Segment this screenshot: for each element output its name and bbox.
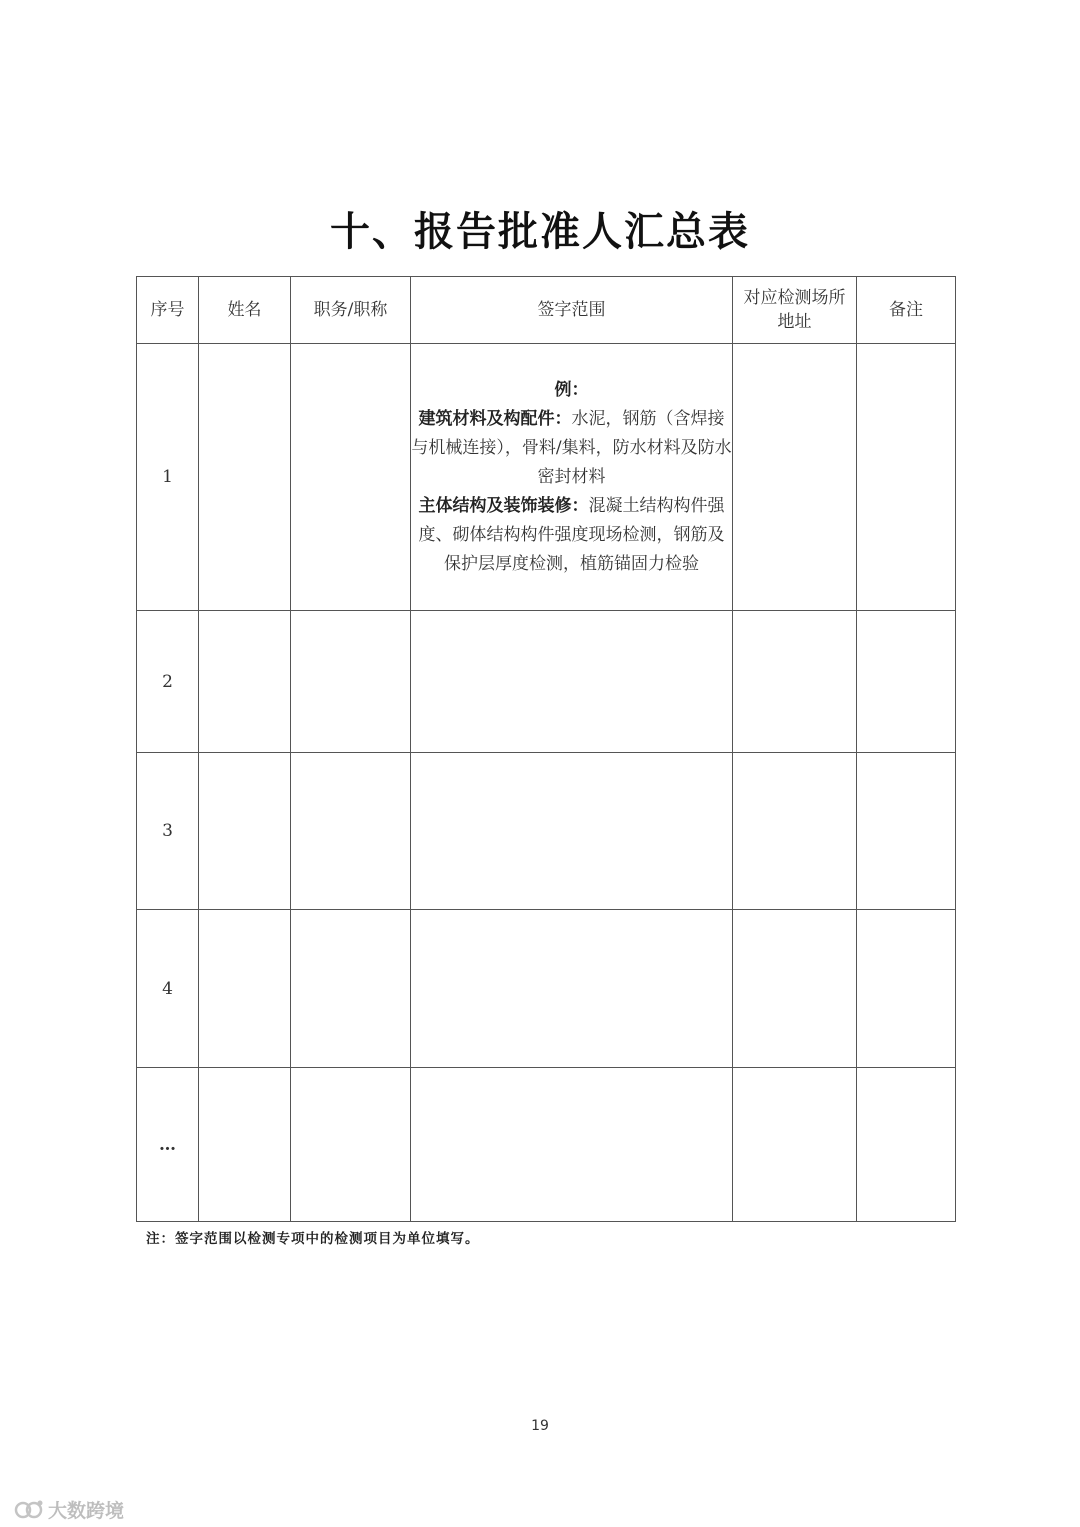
row-serial-no: 4 [137, 910, 199, 1068]
site-address-cell [733, 753, 857, 910]
footnote: 注：签字范围以检测专项中的检测项目为单位填写。 [146, 1231, 480, 1247]
building-materials-label: 建筑材料及构配件： [418, 408, 572, 429]
row-serial-no: 1 [137, 344, 199, 611]
row-serial-no: 3 [137, 753, 199, 910]
table-row [137, 1068, 956, 1222]
scope-cell [411, 344, 733, 611]
row-serial-no: … [137, 1068, 199, 1222]
table-row [137, 611, 956, 753]
position-cell [291, 1068, 411, 1222]
page-number: 19 [531, 1418, 549, 1434]
header-serial-no: 序号 [137, 277, 199, 344]
site-address-cell [733, 344, 857, 611]
name-cell [199, 753, 291, 910]
position-cell [291, 910, 411, 1068]
position-cell [291, 753, 411, 910]
header-signing-scope: 签字范围 [411, 277, 733, 344]
site-address-cell [733, 1068, 857, 1222]
example-label: 例： [554, 379, 589, 400]
remarks-cell [857, 344, 956, 611]
building-materials-items: 水泥，钢筋（含焊接与机械连接），骨料/集料，防水材料及防水密封材料 [411, 408, 732, 487]
name-cell [199, 611, 291, 753]
site-address-cell [733, 910, 857, 1068]
header-testing-site-address: 对应检测场所地址 [733, 277, 857, 344]
name-cell [199, 1068, 291, 1222]
row-serial-no: 2 [137, 611, 199, 753]
table-row [137, 753, 956, 910]
position-cell [291, 611, 411, 753]
scope-cell [411, 611, 733, 753]
remarks-cell [857, 1068, 956, 1222]
table-row [137, 910, 956, 1068]
remarks-cell [857, 611, 956, 753]
scope-example [411, 376, 732, 579]
header-name: 姓名 [199, 277, 291, 344]
remarks-cell [857, 910, 956, 1068]
scope-cell [411, 910, 733, 1068]
position-cell [291, 344, 411, 611]
approver-summary-table [136, 276, 956, 1222]
site-address-cell [733, 611, 857, 753]
page-title: 十、报告批准人汇总表 [330, 208, 750, 255]
header-remarks: 备注 [857, 277, 956, 344]
watermark-logo-icon [14, 1499, 44, 1521]
watermark-text: 大数跨境 [48, 1500, 125, 1522]
name-cell [199, 344, 291, 611]
main-structure-label: 主体结构及装饰装修： [418, 495, 589, 516]
table-row [137, 344, 956, 611]
scope-cell [411, 1068, 733, 1222]
remarks-cell [857, 753, 956, 910]
scope-cell [411, 753, 733, 910]
table-header-row [137, 277, 956, 344]
name-cell [199, 910, 291, 1068]
watermark [14, 1496, 124, 1523]
header-position-title: 职务/职称 [291, 277, 411, 344]
main-structure-items: 混凝土结构构件强度、砌体结构构件强度现场检测，钢筋及保护层厚度检测，植筋锚固力检验 [418, 495, 725, 574]
